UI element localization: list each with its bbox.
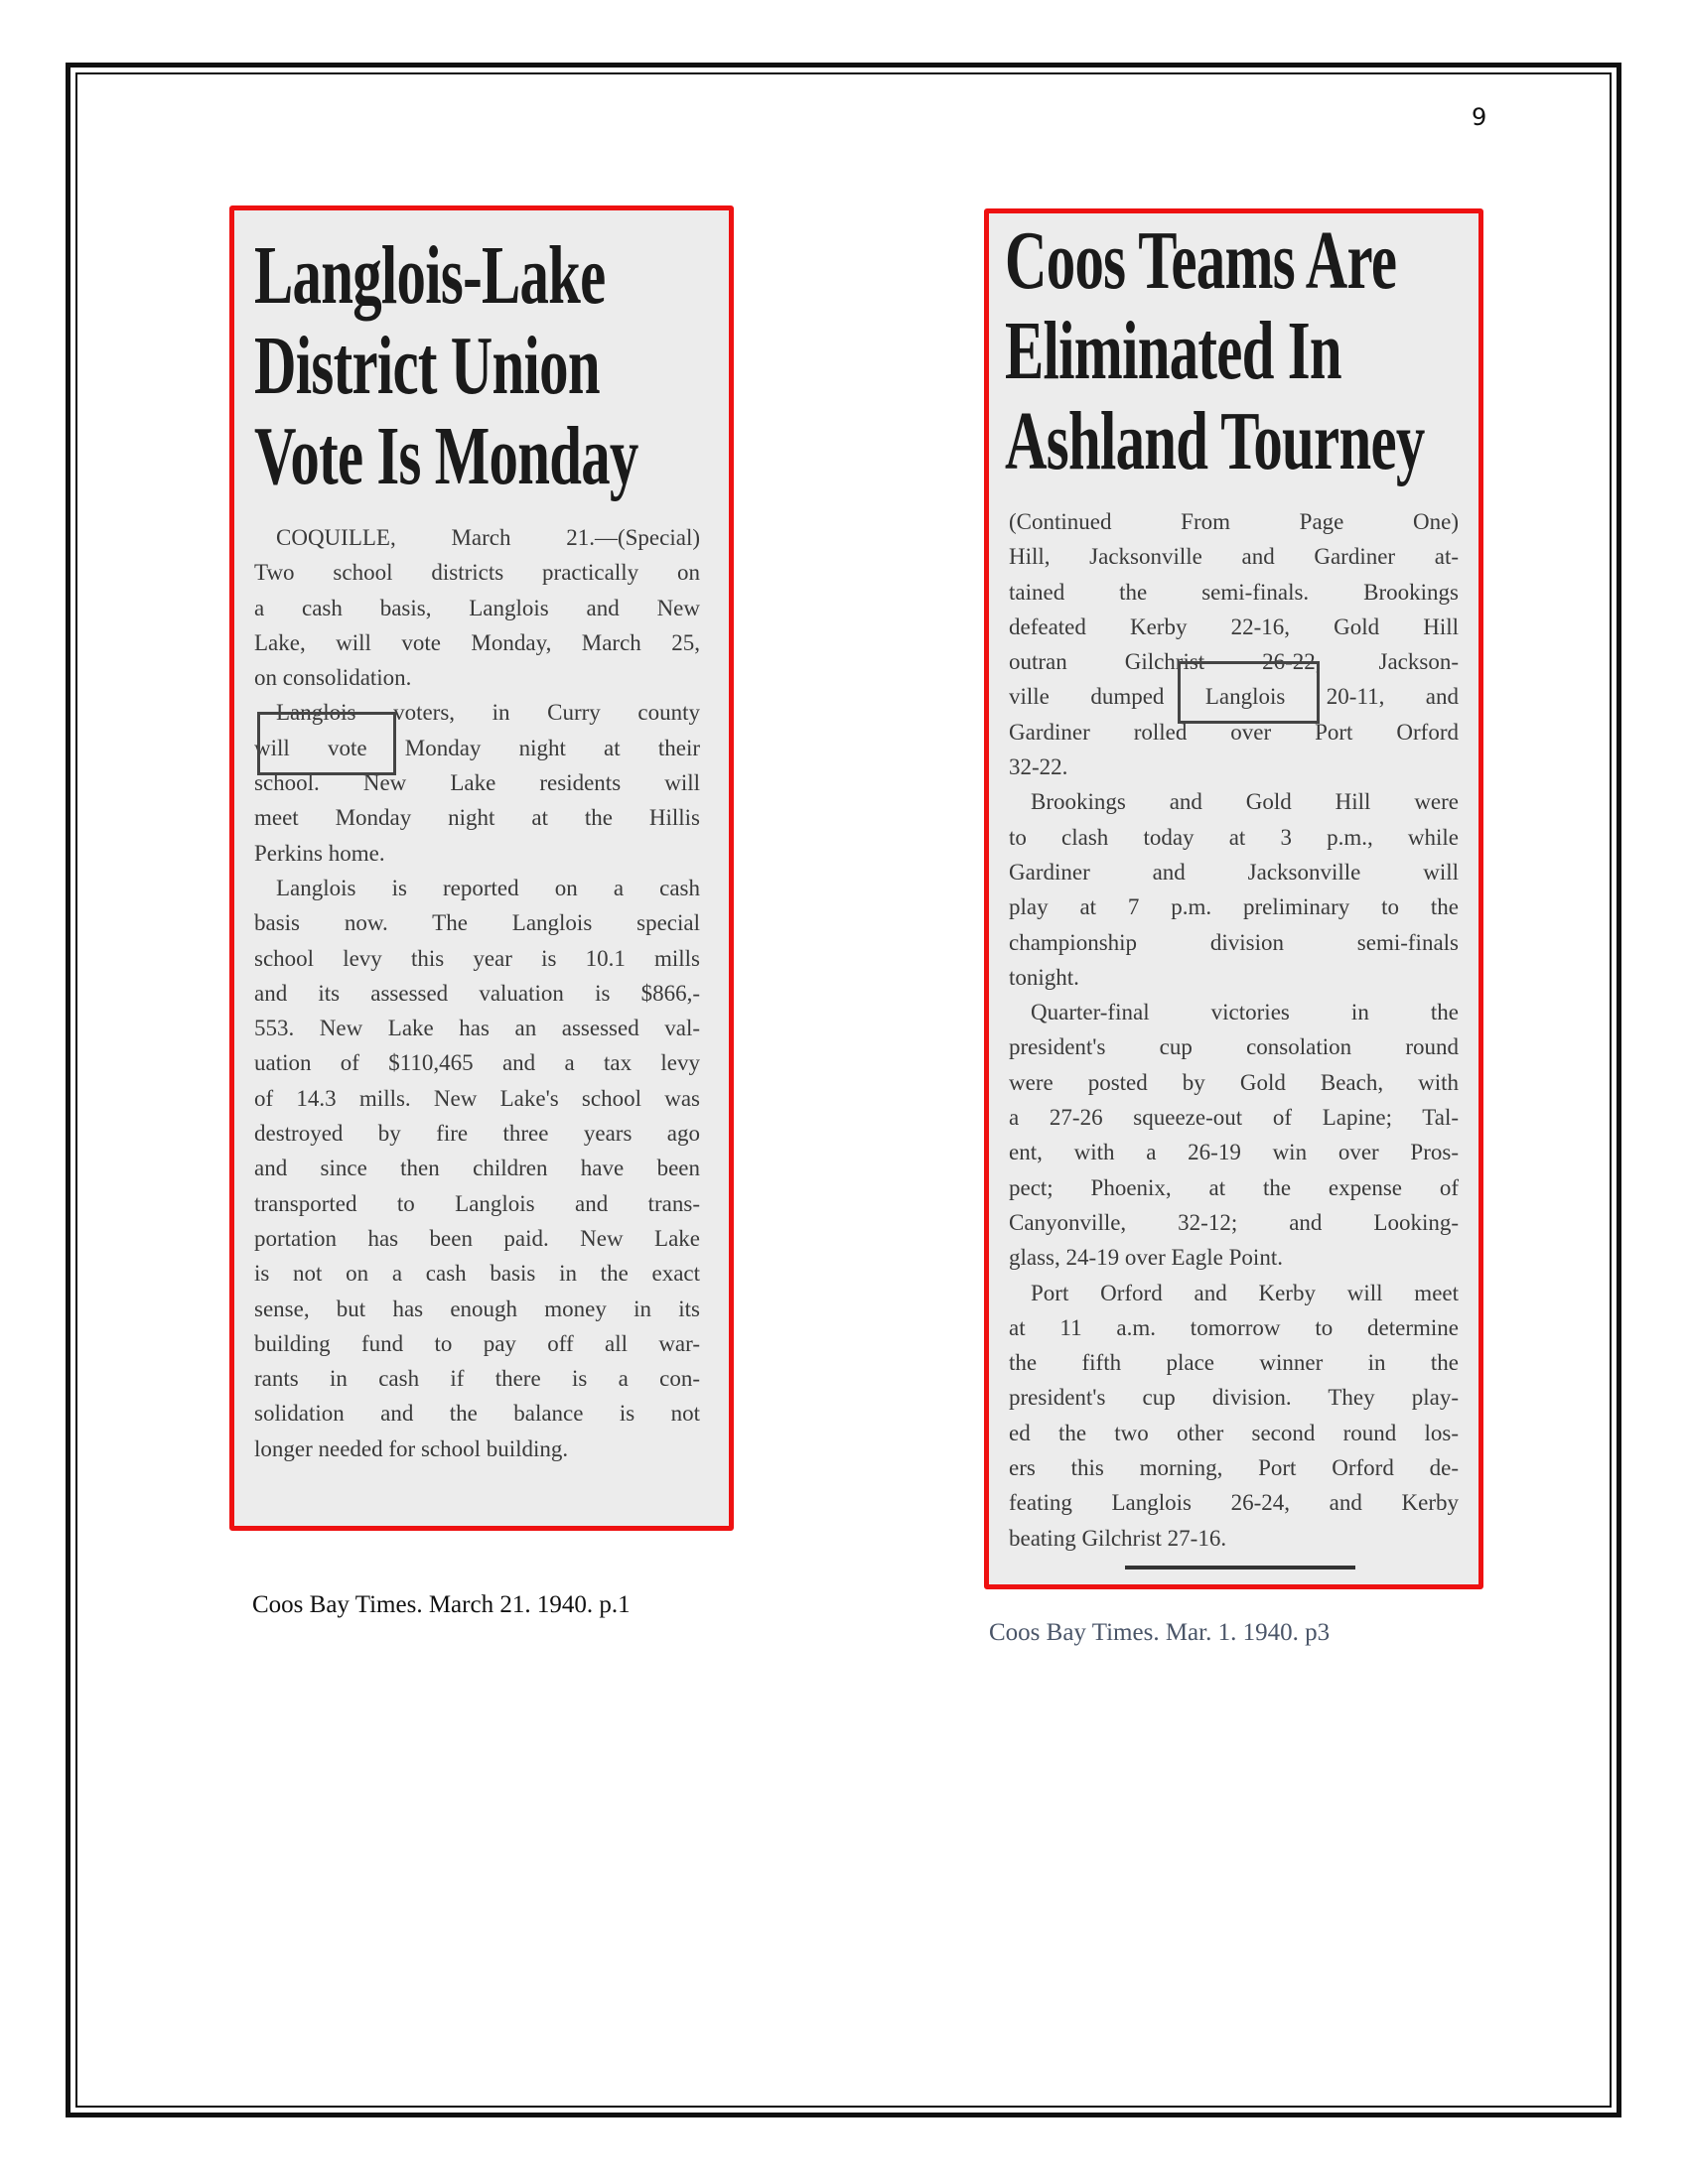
text-line: glass, 24-19 over Eagle Point. bbox=[1009, 1245, 1283, 1271]
text-line: Gardiner and Jacksonville will bbox=[1009, 859, 1459, 885]
page-number: 9 bbox=[1472, 103, 1487, 131]
text-line: Hill, Jacksonville and Gardiner at- bbox=[1009, 544, 1459, 570]
headline-line: Ashland Tourney bbox=[1005, 395, 1425, 487]
article-caption: Coos Bay Times. Mar. 1. 1940. p3 bbox=[989, 1619, 1331, 1646]
text-line: meet Monday night at the Hillis bbox=[254, 805, 700, 831]
article-clipping-langlois-lake bbox=[229, 205, 734, 1531]
text-line: 32-22. bbox=[1009, 754, 1068, 780]
text-line: Two school districts practically on bbox=[254, 560, 700, 586]
text-line: Quarter-final victories in the bbox=[1031, 1000, 1459, 1025]
text-line: ed the two other second round los- bbox=[1009, 1420, 1459, 1445]
text-line: Langlois voters, in Curry county bbox=[276, 700, 700, 726]
text-line: rants in cash if there is a con- bbox=[254, 1366, 700, 1392]
text-line: ent, with a 26-19 win over Pros- bbox=[1009, 1140, 1459, 1165]
article-clipping-coos-teams bbox=[984, 208, 1483, 1589]
text-line: president's cup division. They play- bbox=[1009, 1385, 1459, 1411]
headline-line: Eliminated In bbox=[1005, 305, 1341, 397]
headline-line: Coos Teams Are bbox=[1005, 214, 1397, 307]
text-line: a 27-26 squeeze-out of Lapine; Tal- bbox=[1009, 1105, 1459, 1131]
text-line: play at 7 p.m. preliminary to the bbox=[1009, 894, 1459, 920]
text-line: Perkins home. bbox=[254, 840, 385, 866]
text-line: president's cup consolation round bbox=[1009, 1034, 1459, 1060]
text-line: at 11 a.m. tomorrow to determine bbox=[1009, 1314, 1459, 1340]
text-line: of 14.3 mills. New Lake's school was bbox=[254, 1085, 700, 1111]
text-line: school levy this year is 10.1 mills bbox=[254, 945, 700, 971]
text-line: feating Langlois 26-24, and Kerby bbox=[1009, 1490, 1459, 1516]
text-line: Gardiner rolled over Port Orford bbox=[1009, 719, 1459, 745]
text-line: beating Gilchrist 27-16. bbox=[1009, 1525, 1227, 1551]
text-line: building fund to pay off all war- bbox=[254, 1330, 700, 1356]
text-line: were posted by Gold Beach, with bbox=[1009, 1069, 1459, 1095]
text-line: on consolidation. bbox=[254, 665, 412, 691]
text-line: portation has been paid. New Lake bbox=[254, 1225, 700, 1251]
text-line: Brookings and Gold Hill were bbox=[1031, 789, 1459, 815]
text-line: pect; Phoenix, at the expense of bbox=[1009, 1174, 1459, 1200]
text-line: basis now. The Langlois special bbox=[254, 910, 700, 936]
text-line: uation of $110,465 and a tax levy bbox=[254, 1050, 700, 1076]
text-line: school. New Lake residents will bbox=[254, 770, 700, 796]
text-line: Langlois is reported on a cash bbox=[276, 875, 700, 900]
text-line: sense, but has enough money in its bbox=[254, 1296, 700, 1321]
text-line: championship division semi-finals bbox=[1009, 929, 1459, 955]
langlois-highlight-box bbox=[1178, 661, 1320, 724]
text-line: Lake, will vote Monday, March 25, bbox=[254, 629, 700, 655]
headline-line: Langlois-Lake bbox=[254, 229, 606, 322]
langlois-highlight-box bbox=[257, 712, 396, 775]
headline-line: Vote Is Monday bbox=[254, 410, 638, 502]
end-rule bbox=[1125, 1566, 1355, 1570]
text-line: ers this morning, Port Orford de- bbox=[1009, 1455, 1459, 1481]
text-line: ville dumped Langlois 20-11, and bbox=[1009, 684, 1459, 710]
text-line: and since then children have been bbox=[254, 1156, 700, 1181]
text-line: Canyonville, 32-12; and Looking- bbox=[1009, 1209, 1459, 1235]
text-line: and its assessed valuation is $866,- bbox=[254, 980, 700, 1006]
text-line: to clash today at 3 p.m., while bbox=[1009, 824, 1459, 850]
text-line: defeated Kerby 22-16, Gold Hill bbox=[1009, 614, 1459, 639]
text-line: solidation and the balance is not bbox=[254, 1401, 700, 1427]
article-caption: Coos Bay Times. March 21. 1940. p.1 bbox=[252, 1591, 631, 1618]
text-line: transported to Langlois and trans- bbox=[254, 1190, 700, 1216]
text-line: outran Gilchrist 26-22, Jackson- bbox=[1009, 649, 1459, 675]
text-line: will vote Monday night at their bbox=[254, 735, 700, 760]
text-line: (Continued From Page One) bbox=[1009, 509, 1459, 534]
text-line: tained the semi-finals. Brookings bbox=[1009, 579, 1459, 605]
text-line: the fifth place winner in the bbox=[1009, 1350, 1459, 1376]
text-line: 553. New Lake has an assessed val- bbox=[254, 1016, 700, 1041]
text-line: a cash basis, Langlois and New bbox=[254, 595, 700, 620]
text-line: destroyed by fire three years ago bbox=[254, 1121, 700, 1147]
article-body bbox=[254, 520, 700, 1466]
headline-line: District Union bbox=[254, 320, 600, 412]
text-line: Port Orford and Kerby will meet bbox=[1031, 1280, 1459, 1305]
text-line: tonight. bbox=[1009, 964, 1079, 990]
text-line: longer needed for school building. bbox=[254, 1435, 569, 1461]
text-line: is not on a cash basis in the exact bbox=[254, 1261, 700, 1287]
text-line: COQUILLE, March 21.—(Special) bbox=[276, 525, 700, 550]
